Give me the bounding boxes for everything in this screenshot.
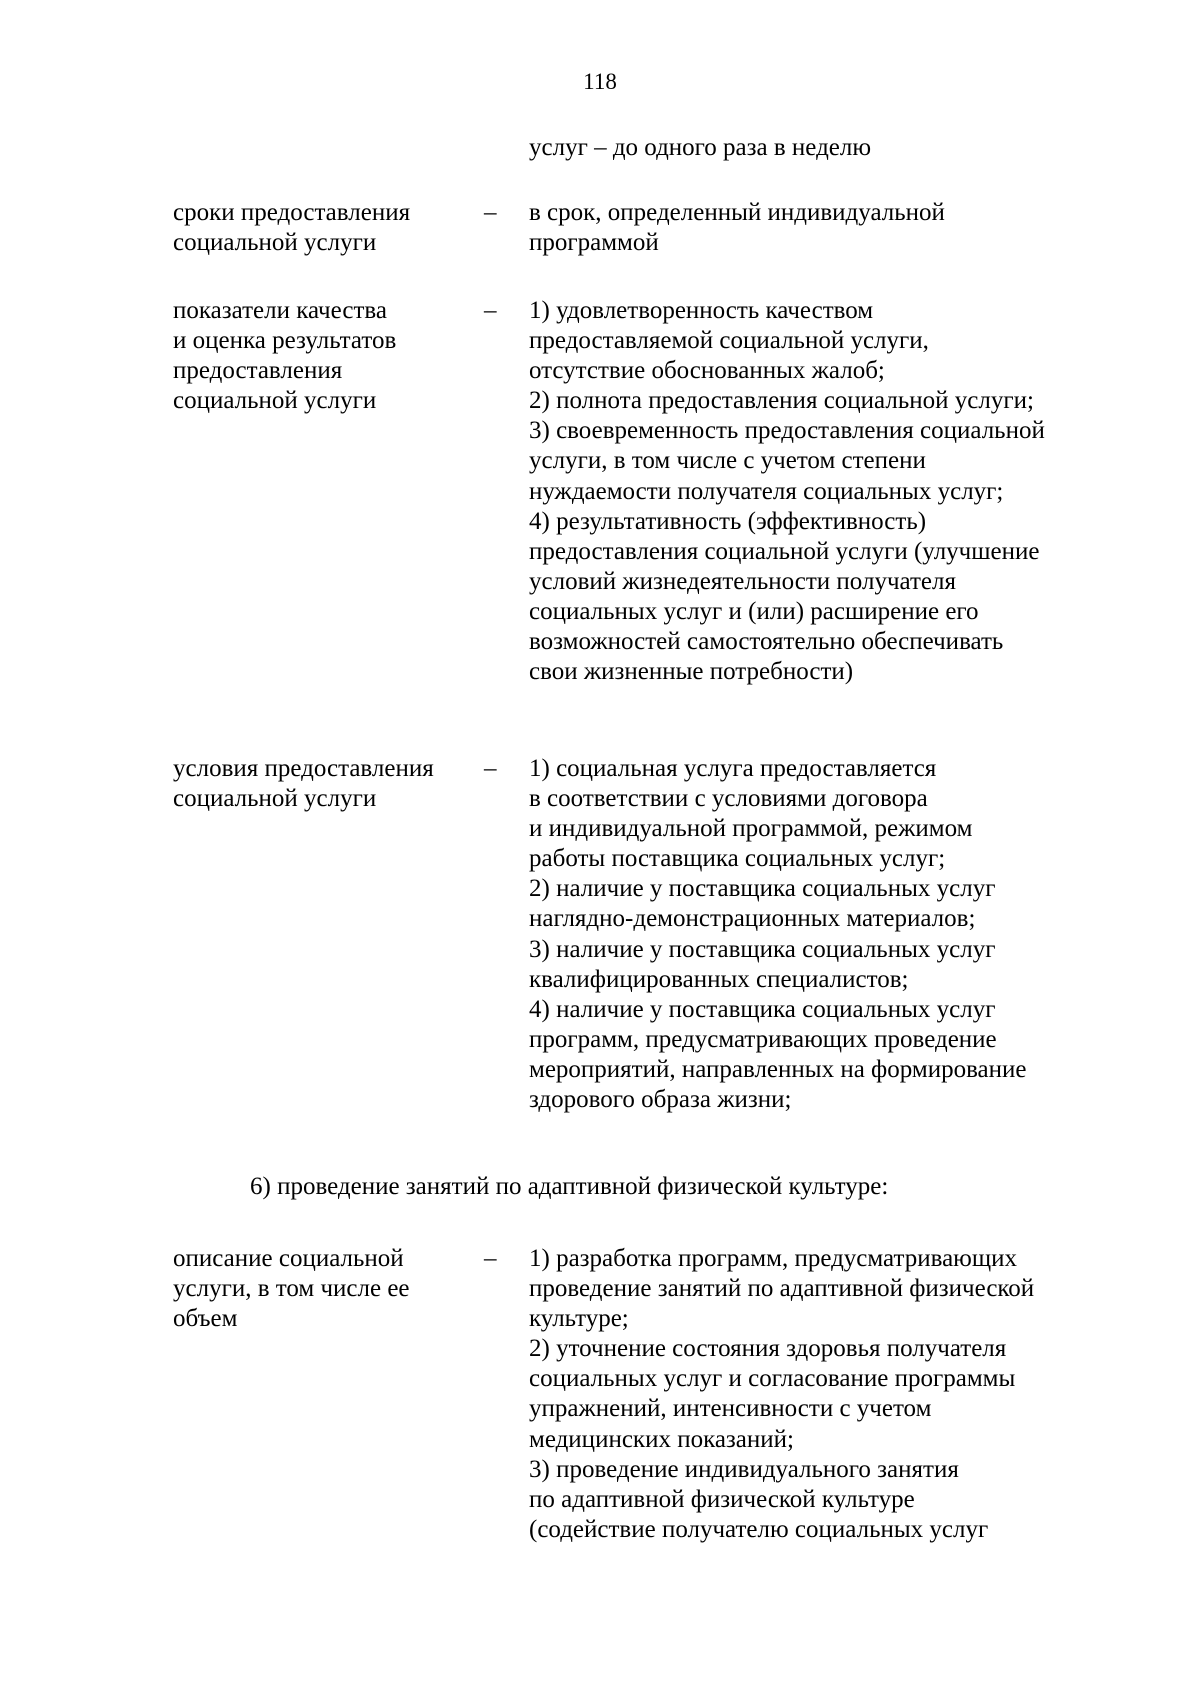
term-value: 1) удовлетворенность качеством предоставляемой социальной услуги, отсутствие обоснованных жалоб; 2) полнота предоставления социальной услуги; 3) своевременность предоставления социальной услуги, в том числе с учетом степени нуждаемости получателя социальных услуг; 4) результативность (эффективность) предоставления социальной услуги (улучшение условий жизнедеятельности получателя социальных услуг и (или) расширение его возможностей самостоятельно обеспечивать свои жизненные потребности) — [529, 297, 1045, 686]
term-label: условия предоставления социальной услуги — [173, 755, 434, 813]
carry-over-text: услуг – до одного раза в неделю — [529, 134, 872, 161]
term-value: в срок, определенный индивидуальной программой — [529, 199, 945, 257]
dash-separator: – — [484, 1245, 497, 1272]
term-value: 1) разработка программ, предусматривающих проведение занятий по адаптивной физической культуре; 2) уточнение состояния здоровья получателя социальных услуг и согласование программы упражнений, интенсивности с учетом медицинских показаний; 3) проведение индивидуального занятия по адаптивной физической культуре (содействие получателю социальных услуг — [529, 1245, 1035, 1543]
page-number: 118 — [583, 69, 617, 94]
dash-separator: – — [484, 297, 497, 324]
term-label: описание социальной услуги, в том числе ее объем — [173, 1245, 410, 1333]
term-label: показатели качества и оценка результатов предоставления социальной услуги — [173, 297, 397, 415]
dash-separator: – — [484, 755, 497, 782]
dash-separator: – — [484, 199, 497, 226]
section-heading: 6) проведение занятий по адаптивной физической культуре: — [250, 1173, 889, 1200]
term-label: сроки предоставления социальной услуги — [173, 199, 411, 257]
term-value: 1) социальная услуга предоставляется в соответствии с условиями договора и индивидуальной программой, режимом работы поставщика социальных услуг; 2) наличие у поставщика социальных услуг наглядно-демонстрационных материалов; 3) наличие у поставщика социальных услуг квалифицированных специалистов; 4) наличие у поставщика социальных услуг программ, предусматривающих проведение мероприятий, направленных на формирование здорового образа жизни; — [529, 755, 1027, 1114]
